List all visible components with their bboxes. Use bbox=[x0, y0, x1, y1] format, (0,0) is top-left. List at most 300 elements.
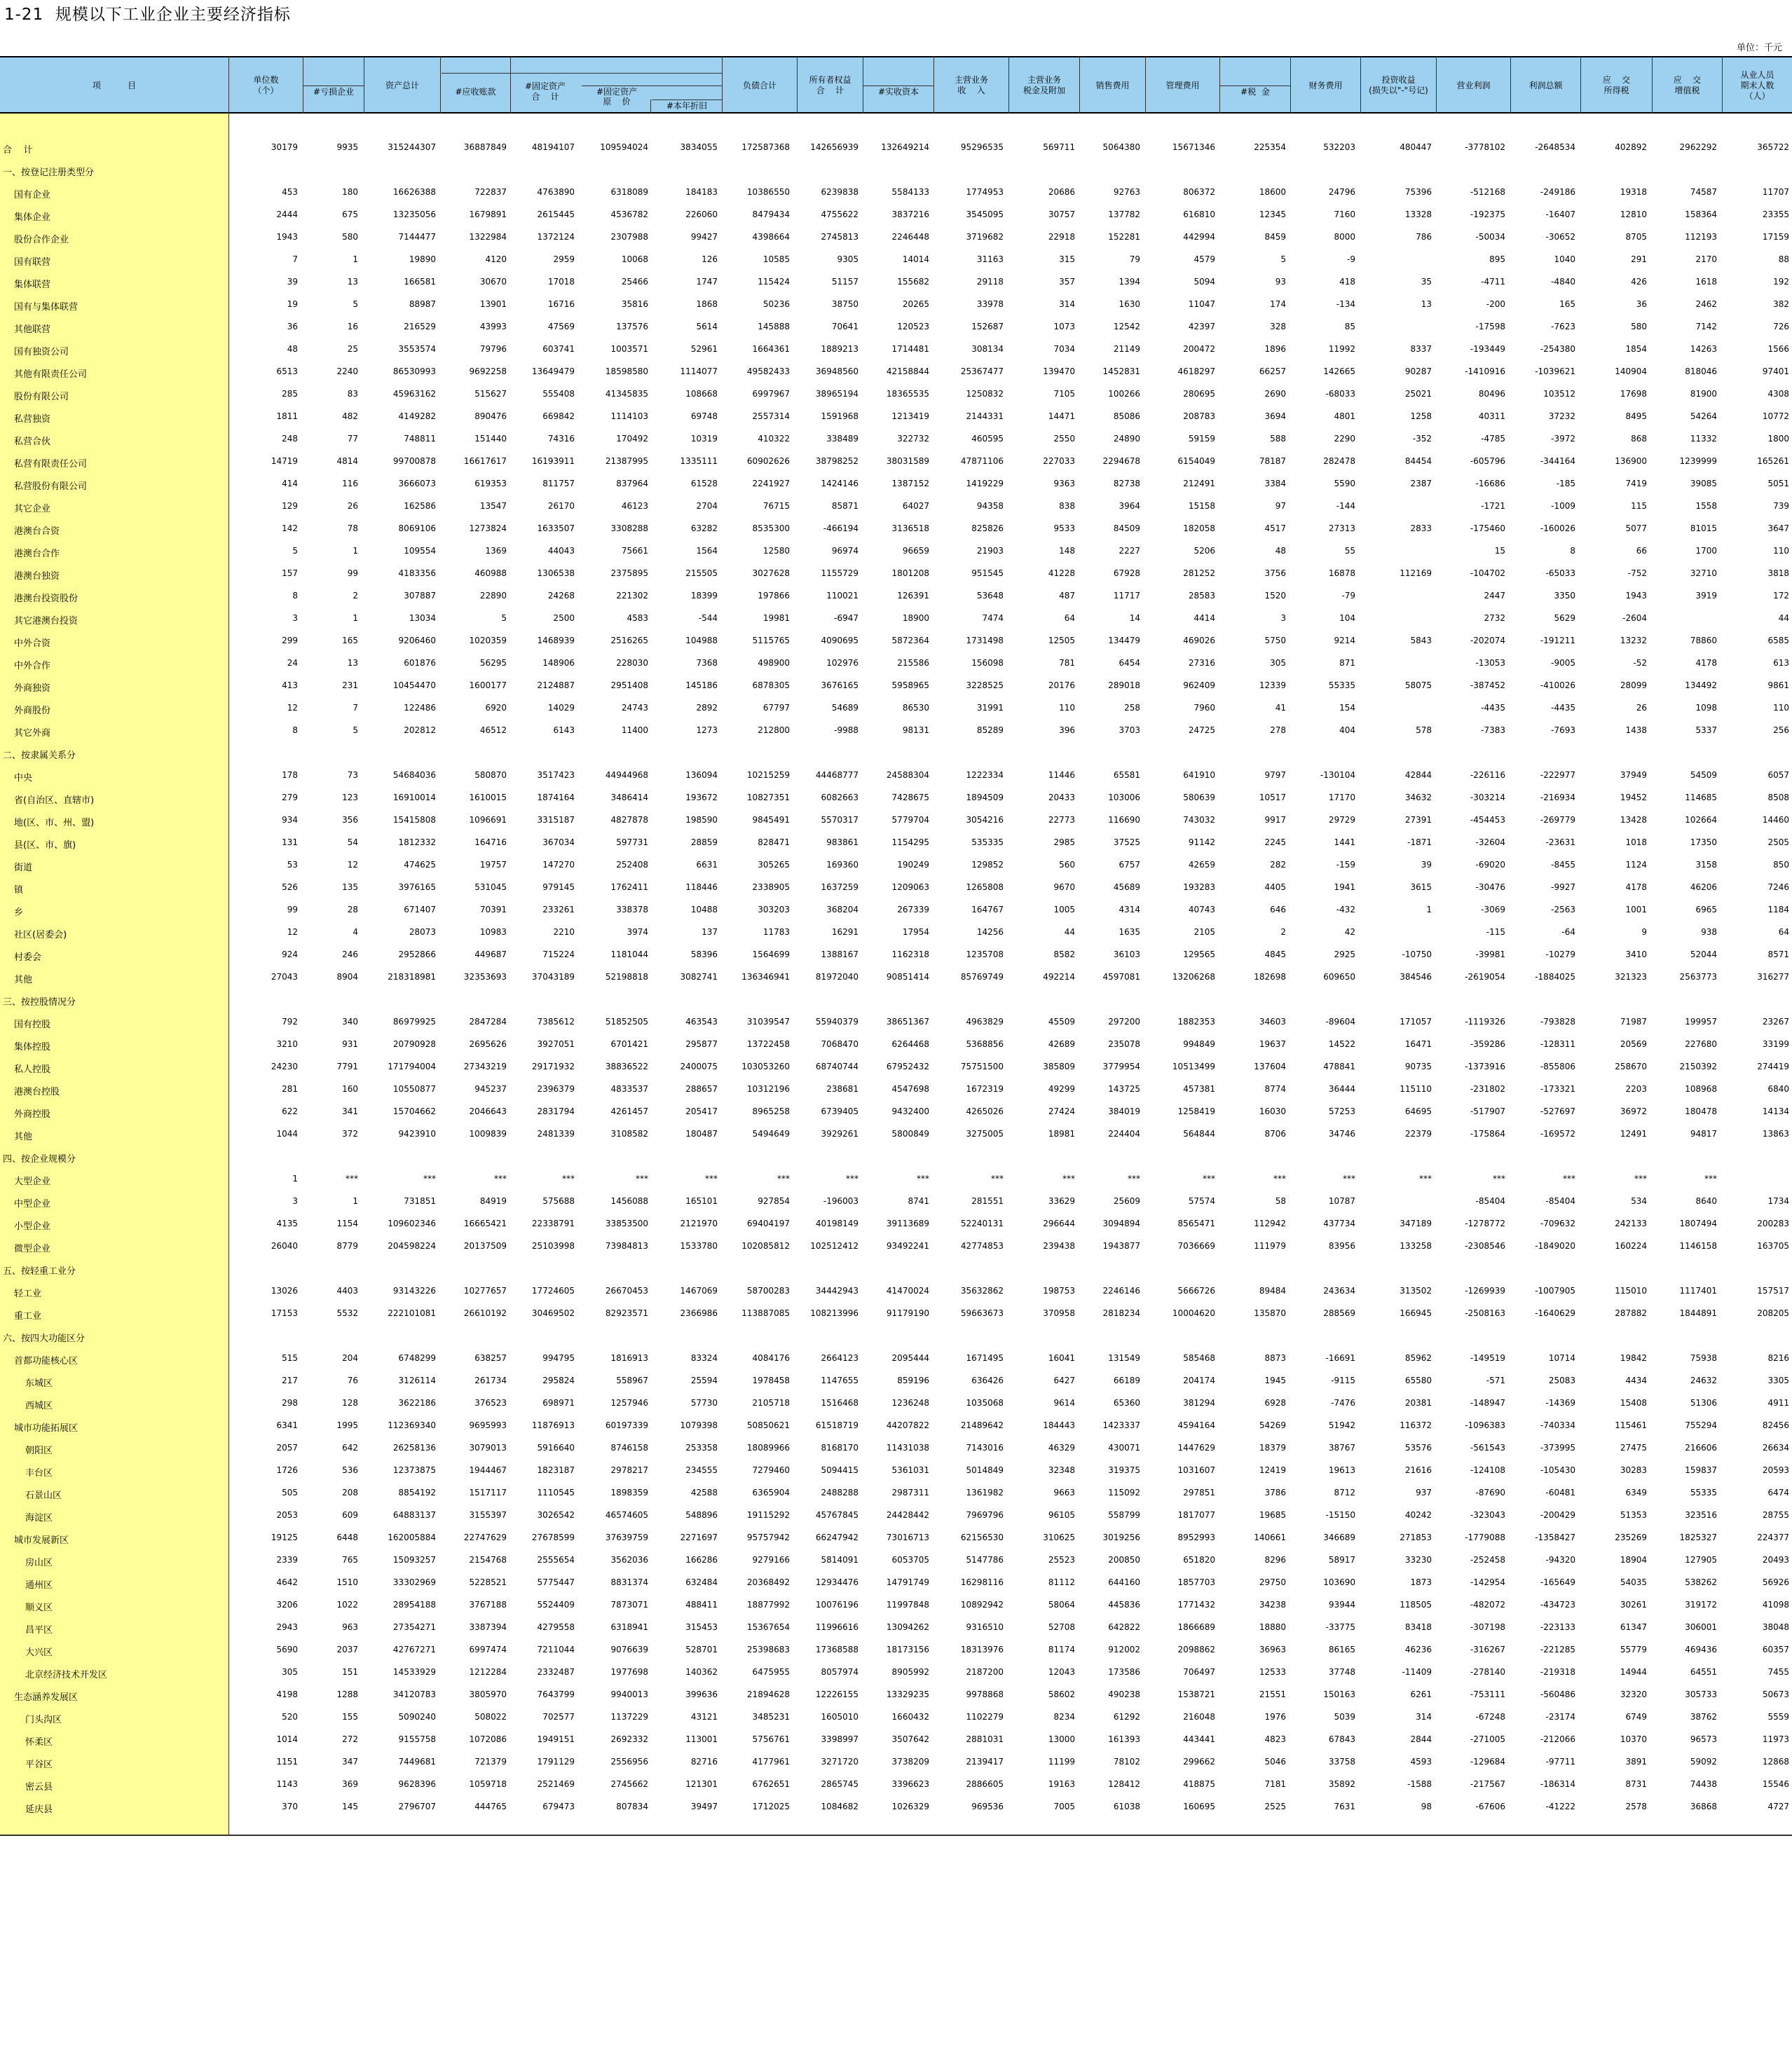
cell-value: 13034 bbox=[409, 613, 436, 623]
cell-value: 321323 bbox=[1615, 972, 1647, 982]
cell-value: 6448 bbox=[336, 1533, 358, 1542]
cell-value: 32353693 bbox=[463, 972, 507, 982]
cell-value: 152281 bbox=[1108, 232, 1140, 242]
cell-value: 7143016 bbox=[966, 1443, 1004, 1453]
cell-value: -10279 bbox=[1545, 950, 1575, 959]
cell-value: 2240 bbox=[336, 366, 358, 376]
cell-value: 6585 bbox=[1767, 636, 1789, 645]
cell-value: 67797 bbox=[762, 703, 790, 713]
cell-value: 1114103 bbox=[610, 411, 648, 421]
row-label: 国有独资公司 bbox=[14, 347, 69, 357]
table-row bbox=[0, 786, 1792, 809]
cell-value: 204174 bbox=[1183, 1376, 1215, 1385]
cell-value: 12505 bbox=[1048, 636, 1075, 645]
cell-value: 2664123 bbox=[821, 1353, 859, 1363]
cell-value: 28954188 bbox=[392, 1600, 436, 1610]
cell-value: 25609 bbox=[1113, 1196, 1140, 1206]
row-label: 村委会 bbox=[14, 952, 42, 963]
cell-value: 70391 bbox=[479, 905, 507, 914]
cell-value: 82716 bbox=[690, 1757, 718, 1767]
cell-value: 113001 bbox=[685, 1734, 718, 1744]
cell-value: -1640629 bbox=[1535, 1308, 1575, 1318]
cell-value: 82923571 bbox=[605, 1308, 648, 1318]
cell-value: 3210 bbox=[276, 1039, 298, 1049]
cell-value: 5077 bbox=[1625, 523, 1647, 533]
cell-value: 21903 bbox=[976, 546, 1004, 556]
table-row bbox=[0, 270, 1792, 293]
cell-value: 3929261 bbox=[821, 1129, 859, 1139]
cell-value: 1258 bbox=[1410, 411, 1432, 421]
cell-value: 30261 bbox=[1620, 1600, 1647, 1610]
cell-value: 4178 bbox=[1695, 658, 1717, 668]
cell-value: 118446 bbox=[685, 882, 718, 892]
cell-value: 86530993 bbox=[392, 366, 436, 376]
cell-value: 199957 bbox=[1685, 1017, 1717, 1027]
cell-value: 1660432 bbox=[891, 1712, 929, 1722]
header-item: 项 目 bbox=[92, 80, 137, 90]
cell-value: 155682 bbox=[897, 277, 929, 287]
row-label: 一、按登记注册类型分 bbox=[3, 167, 95, 178]
cell-value: 112369340 bbox=[388, 1420, 436, 1430]
row-label: 外商独资 bbox=[14, 683, 51, 694]
cell-value: 890476 bbox=[474, 411, 507, 421]
cell-value: 2516265 bbox=[610, 636, 648, 645]
cell-value: 93944 bbox=[1328, 1600, 1355, 1610]
cell-value: 739 bbox=[1773, 501, 1789, 511]
cell-value: -323043 bbox=[1470, 1510, 1505, 1520]
cell-value: 110 bbox=[1773, 546, 1789, 556]
cell-value: 2241927 bbox=[752, 479, 790, 488]
cell-value: 46512 bbox=[479, 725, 507, 735]
cell-value: 10513499 bbox=[1172, 1062, 1215, 1071]
cell-value: 59159 bbox=[1188, 434, 1215, 444]
table-bottom-border bbox=[0, 1835, 1792, 1836]
cell-value: 9797 bbox=[1264, 770, 1286, 780]
row-label: 城市功能拓展区 bbox=[14, 1423, 78, 1434]
cell-value: 234555 bbox=[685, 1465, 718, 1475]
cell-value: 2150392 bbox=[1679, 1062, 1717, 1071]
cell-value: 8495 bbox=[1625, 411, 1647, 421]
cell-value: 45767845 bbox=[815, 1510, 859, 1520]
cell-value: 61292 bbox=[1113, 1712, 1140, 1722]
row-label: 国有企业 bbox=[14, 190, 51, 200]
cell-value: 42774853 bbox=[960, 1241, 1004, 1251]
cell-value: 30179 bbox=[271, 142, 298, 152]
cell-value: 27424 bbox=[1048, 1106, 1075, 1116]
cell-value: 4642 bbox=[276, 1577, 298, 1587]
cell-value: 30283 bbox=[1620, 1465, 1647, 1475]
cell-value: 28073 bbox=[409, 927, 436, 937]
row-label: 其它企业 bbox=[14, 504, 51, 514]
cell-value: 56295 bbox=[479, 658, 507, 668]
cell-value: 2 bbox=[1280, 927, 1286, 937]
cell-value: 12339 bbox=[1259, 680, 1286, 690]
cell-value: 46329 bbox=[1048, 1443, 1075, 1453]
row-label: 港澳台合作 bbox=[14, 549, 60, 559]
table-row bbox=[0, 1369, 1792, 1392]
cell-value: 26634 bbox=[1762, 1443, 1789, 1453]
cell-value: 233261 bbox=[542, 905, 575, 914]
cell-value: 5775447 bbox=[537, 1577, 575, 1587]
cell-value: 1265808 bbox=[966, 882, 1004, 892]
cell-value: 11707 bbox=[1762, 187, 1789, 197]
cell-value: 35892 bbox=[1328, 1779, 1355, 1789]
cell-value: 15367654 bbox=[746, 1622, 790, 1632]
cell-value: 93143226 bbox=[392, 1286, 436, 1296]
cell-value: 7 bbox=[353, 703, 358, 713]
cell-value: 137 bbox=[702, 927, 718, 937]
cell-value: 20137509 bbox=[463, 1241, 507, 1251]
cell-value: 8057974 bbox=[821, 1667, 859, 1677]
cell-value: 3486414 bbox=[610, 793, 648, 802]
cell-value: 129565 bbox=[1183, 950, 1215, 959]
cell-value: -561543 bbox=[1470, 1443, 1505, 1453]
cell-value: 110 bbox=[1059, 703, 1075, 713]
cell-value: 418 bbox=[1339, 277, 1355, 287]
cell-value: 36972 bbox=[1620, 1106, 1647, 1116]
cell-value: 382 bbox=[1773, 299, 1789, 309]
cell-value: 1143 bbox=[276, 1779, 298, 1789]
cell-value: -142954 bbox=[1470, 1577, 1505, 1587]
cell-value: 10312196 bbox=[746, 1084, 790, 1094]
cell-value: 165261 bbox=[1757, 456, 1789, 466]
cell-value: -3069 bbox=[1481, 905, 1505, 914]
cell-value: 5756761 bbox=[752, 1734, 790, 1744]
cell-value: 58396 bbox=[690, 950, 718, 959]
cell-value: 74438 bbox=[1690, 1779, 1717, 1789]
cell-value: 58602 bbox=[1048, 1690, 1075, 1699]
cell-value: 165 bbox=[342, 636, 358, 645]
cell-value: 92763 bbox=[1113, 187, 1140, 197]
cell-value: 11717 bbox=[1113, 591, 1140, 601]
cell-value: 221302 bbox=[616, 591, 648, 601]
table-row bbox=[0, 898, 1792, 921]
cell-value: 74316 bbox=[547, 434, 575, 444]
cell-value: *** bbox=[705, 1174, 718, 1184]
cell-value: 1441 bbox=[1334, 837, 1355, 847]
cell-value: 104988 bbox=[685, 636, 718, 645]
cell-value: 129852 bbox=[971, 860, 1004, 870]
cell-value: 4090695 bbox=[821, 636, 859, 645]
cell-value: -4435 bbox=[1481, 703, 1505, 713]
cell-value: 267339 bbox=[897, 905, 929, 914]
table-row bbox=[0, 1190, 1792, 1212]
cell-value: 3834055 bbox=[680, 142, 718, 152]
table-row bbox=[0, 697, 1792, 719]
cell-value: 26 bbox=[1636, 703, 1647, 713]
cell-value: 25523 bbox=[1048, 1555, 1075, 1565]
cell-value: 41228 bbox=[1048, 568, 1075, 578]
cell-value: 385809 bbox=[1043, 1062, 1075, 1071]
cell-value: 38965194 bbox=[815, 389, 859, 399]
cell-value: 190249 bbox=[897, 860, 929, 870]
cell-value: 3 bbox=[1280, 613, 1286, 623]
cell-value: 7036669 bbox=[1177, 1241, 1215, 1251]
cell-value: 19981 bbox=[762, 613, 790, 623]
cell-value: 34603 bbox=[1259, 1017, 1286, 1027]
cell-value: 17724605 bbox=[531, 1286, 575, 1296]
cell-value: 164767 bbox=[971, 905, 1004, 914]
cell-value: 27313 bbox=[1328, 523, 1355, 533]
row-label: 四、按企业规模分 bbox=[3, 1154, 76, 1165]
cell-value: 4149282 bbox=[398, 411, 436, 421]
cell-value: 165 bbox=[1559, 299, 1575, 309]
cell-value: 7643799 bbox=[537, 1690, 575, 1699]
cell-value: 115461 bbox=[1615, 1420, 1647, 1430]
cell-value: 192 bbox=[1773, 277, 1789, 287]
cell-value: 19757 bbox=[479, 860, 507, 870]
cell-value: 184183 bbox=[685, 187, 718, 197]
cell-value: 61347 bbox=[1620, 1622, 1647, 1632]
row-label: 外商控股 bbox=[14, 1109, 51, 1120]
table-row bbox=[0, 1706, 1792, 1728]
cell-value: 1452831 bbox=[1102, 366, 1140, 376]
cell-value: 30469502 bbox=[531, 1308, 575, 1318]
cell-value: 54684036 bbox=[392, 770, 436, 780]
cell-value: 8774 bbox=[1264, 1084, 1286, 1094]
cell-value: 6965 bbox=[1695, 905, 1717, 914]
cell-value: 4405 bbox=[1264, 882, 1286, 892]
cell-value: 46574605 bbox=[605, 1510, 648, 1520]
cell-value: 8337 bbox=[1410, 344, 1432, 354]
cell-value: 951545 bbox=[971, 568, 1004, 578]
cell-value: 722837 bbox=[474, 187, 507, 197]
cell-value: 1605010 bbox=[821, 1712, 859, 1722]
cell-value: 934 bbox=[282, 815, 298, 825]
row-label: 集体企业 bbox=[14, 212, 51, 223]
row-label: 西城区 bbox=[25, 1401, 53, 1411]
cell-value: 91142 bbox=[1188, 837, 1215, 847]
cell-value: 55335 bbox=[1328, 680, 1355, 690]
cell-value: 5584133 bbox=[891, 187, 929, 197]
cell-value: 85086 bbox=[1113, 411, 1140, 421]
cell-value: 6701421 bbox=[610, 1039, 648, 1049]
cell-value: -175864 bbox=[1470, 1129, 1505, 1139]
cell-value: -175460 bbox=[1470, 523, 1505, 533]
cell-value: 140362 bbox=[685, 1667, 718, 1677]
cell-value: 1031607 bbox=[1177, 1465, 1215, 1475]
cell-value: 850 bbox=[1773, 860, 1789, 870]
cell-value: 2095444 bbox=[891, 1353, 929, 1363]
cell-value: 1679891 bbox=[469, 210, 507, 219]
cell-value: 868 bbox=[1631, 434, 1647, 444]
cell-value: 3622186 bbox=[398, 1398, 436, 1408]
cell-value: 14014 bbox=[902, 254, 929, 264]
cell-value: 22918 bbox=[1048, 232, 1075, 242]
cell-value: 376523 bbox=[474, 1398, 507, 1408]
cell-value: 128 bbox=[342, 1398, 358, 1408]
cell-value: 21894628 bbox=[746, 1690, 790, 1699]
cell-value: 65581 bbox=[1113, 770, 1140, 780]
cell-value: 9432400 bbox=[891, 1106, 929, 1116]
cell-value: 112169 bbox=[1400, 568, 1432, 578]
cell-value: 55779 bbox=[1620, 1645, 1647, 1654]
cell-value: -130104 bbox=[1320, 770, 1355, 780]
cell-value: 638257 bbox=[474, 1353, 507, 1363]
cell-value: *** bbox=[423, 1174, 436, 1184]
row-label: 中外合作 bbox=[14, 661, 51, 671]
cell-value: 4398664 bbox=[752, 232, 790, 242]
cell-value: 2745813 bbox=[821, 232, 859, 242]
row-label: 中央 bbox=[14, 773, 33, 783]
table-row bbox=[0, 1033, 1792, 1055]
cell-value: 622 bbox=[282, 1106, 298, 1116]
cell-value: 3305 bbox=[1767, 1376, 1789, 1385]
cell-value: 110021 bbox=[826, 591, 859, 601]
cell-value: 8234 bbox=[1053, 1712, 1075, 1722]
cell-value: 6318089 bbox=[610, 187, 648, 197]
cell-value: -87690 bbox=[1475, 1488, 1505, 1497]
cell-value: -307198 bbox=[1470, 1622, 1505, 1632]
cell-value: 9861 bbox=[1767, 680, 1789, 690]
header-total-assets: 资产总计 bbox=[364, 57, 440, 114]
cell-value: 1 bbox=[292, 1174, 298, 1184]
cell-value: 9845491 bbox=[752, 815, 790, 825]
cell-value: 6057 bbox=[1767, 770, 1789, 780]
cell-value: 5039 bbox=[1334, 1712, 1355, 1722]
cell-value: 2987311 bbox=[891, 1488, 929, 1497]
cell-value: 340 bbox=[342, 1017, 358, 1027]
row-label: 港澳台投资股份 bbox=[14, 594, 78, 604]
cell-value: *** bbox=[991, 1174, 1004, 1184]
cell-value: -212066 bbox=[1540, 1734, 1575, 1744]
cell-value: 538262 bbox=[1685, 1577, 1717, 1587]
cell-value: 1335111 bbox=[680, 456, 718, 466]
cell-value: 578 bbox=[1416, 725, 1432, 735]
cell-value: 2447 bbox=[1484, 591, 1505, 601]
cell-value: 73016713 bbox=[886, 1533, 929, 1542]
cell-value: 1044 bbox=[276, 1129, 298, 1139]
cell-value: 11992 bbox=[1328, 344, 1355, 354]
cell-value: 6878305 bbox=[752, 680, 790, 690]
cell-value: 1456088 bbox=[610, 1196, 648, 1206]
cell-value: 9614 bbox=[1053, 1398, 1075, 1408]
cell-value: 42689 bbox=[1048, 1039, 1075, 1049]
cell-value: 6928 bbox=[1264, 1398, 1286, 1408]
table-row bbox=[0, 1437, 1792, 1459]
cell-value: 17698 bbox=[1620, 389, 1647, 399]
cell-value: 4845 bbox=[1264, 950, 1286, 959]
row-label: 省(自治区、直辖市) bbox=[14, 795, 95, 806]
cell-value: 3507642 bbox=[891, 1734, 929, 1744]
cell-value: 3818 bbox=[1767, 568, 1789, 578]
cell-value: 526 bbox=[282, 882, 298, 892]
cell-value: 90851414 bbox=[886, 972, 929, 982]
cell-value: 27043 bbox=[271, 972, 298, 982]
cell-value: 156098 bbox=[971, 658, 1004, 668]
cell-value: 314 bbox=[1059, 299, 1075, 309]
cell-value: 25021 bbox=[1404, 389, 1432, 399]
cell-value: 13206268 bbox=[1172, 972, 1215, 982]
row-label: 重工业 bbox=[14, 1311, 42, 1322]
cell-value: 1 bbox=[353, 613, 358, 623]
row-label: 城市发展新区 bbox=[14, 1535, 69, 1546]
cell-value: -128311 bbox=[1540, 1039, 1575, 1049]
cell-value: 3666073 bbox=[398, 479, 436, 488]
cell-value: 1001 bbox=[1625, 905, 1647, 914]
header-investment-income: 投资收益 (损失以"-"号记) bbox=[1360, 57, 1436, 114]
cell-value: 9 bbox=[1641, 927, 1647, 937]
cell-value: 38836522 bbox=[605, 1062, 648, 1071]
cell-value: 13094262 bbox=[886, 1622, 929, 1632]
cell-value: 8508 bbox=[1767, 793, 1789, 802]
cell-value: 157 bbox=[282, 568, 298, 578]
row-label: 私营有限责任公司 bbox=[14, 459, 88, 470]
cell-value: 47871106 bbox=[960, 456, 1004, 466]
cell-value: 37639759 bbox=[605, 1533, 648, 1542]
cell-value: 13 bbox=[347, 658, 358, 668]
table-row bbox=[0, 158, 1792, 181]
cell-value: 410322 bbox=[758, 434, 790, 444]
cell-value: 21616 bbox=[1404, 1465, 1432, 1475]
cell-value: 3517423 bbox=[537, 770, 575, 780]
cell-value: 1894509 bbox=[966, 793, 1004, 802]
cell-value: 3082741 bbox=[680, 972, 718, 982]
cell-value: 418875 bbox=[1183, 1779, 1215, 1789]
cell-value: *** bbox=[1343, 1174, 1355, 1184]
table-row bbox=[0, 943, 1792, 966]
cell-value: 19890 bbox=[409, 254, 436, 264]
cell-value: 2444 bbox=[276, 210, 298, 219]
cell-value: 38798252 bbox=[815, 456, 859, 466]
cell-value: 23355 bbox=[1762, 210, 1789, 219]
row-label: 合 计 bbox=[3, 145, 33, 156]
cell-value: 42588 bbox=[690, 1488, 718, 1497]
header-fixed-assets-original: #固定资产 原 价 bbox=[596, 87, 638, 107]
cell-value: 66 bbox=[1636, 546, 1647, 556]
cell-value: 6474 bbox=[1767, 1488, 1789, 1497]
cell-value: 1288 bbox=[336, 1690, 358, 1699]
cell-value: -1588 bbox=[1407, 1779, 1432, 1789]
cell-value: 460595 bbox=[971, 434, 1004, 444]
cell-value: 4963829 bbox=[966, 1017, 1004, 1027]
cell-value: 8 bbox=[292, 591, 298, 601]
cell-value: 12580 bbox=[762, 546, 790, 556]
cell-value: 28 bbox=[347, 905, 358, 914]
cell-value: 3927051 bbox=[537, 1039, 575, 1049]
cell-value: 291 bbox=[1631, 254, 1647, 264]
cell-value: 280695 bbox=[1183, 389, 1215, 399]
cell-value: 404 bbox=[1339, 725, 1355, 735]
cell-value: 370 bbox=[282, 1802, 298, 1811]
row-label: 股份有限公司 bbox=[14, 392, 69, 402]
cell-value: 2550 bbox=[1053, 434, 1075, 444]
cell-value: 35816 bbox=[621, 299, 648, 309]
cell-value: -173321 bbox=[1540, 1084, 1575, 1094]
cell-value: 24268 bbox=[547, 591, 575, 601]
cell-value: 7368 bbox=[696, 658, 718, 668]
cell-value: 2396379 bbox=[537, 1084, 575, 1094]
cell-value: 122486 bbox=[404, 703, 436, 713]
cell-value: 357 bbox=[1059, 277, 1075, 287]
cell-value: 442994 bbox=[1183, 232, 1215, 242]
table-row bbox=[0, 450, 1792, 472]
cell-value: 115 bbox=[1631, 501, 1647, 511]
cell-value: 19163 bbox=[1048, 1779, 1075, 1789]
cell-value: 100266 bbox=[1108, 389, 1140, 399]
cell-value: 217 bbox=[282, 1376, 298, 1385]
cell-value: 99 bbox=[287, 905, 298, 914]
cell-value: 2690 bbox=[1264, 389, 1286, 399]
cell-value: 7419 bbox=[1625, 479, 1647, 488]
cell-value: 9978868 bbox=[966, 1690, 1004, 1699]
row-label: 大型企业 bbox=[14, 1177, 51, 1187]
cell-value: 6757 bbox=[1119, 860, 1140, 870]
cell-value: 5614 bbox=[696, 322, 718, 331]
cell-value: 27391 bbox=[1404, 815, 1432, 825]
cell-value: -517907 bbox=[1470, 1106, 1505, 1116]
cell-value: 367034 bbox=[542, 837, 575, 847]
